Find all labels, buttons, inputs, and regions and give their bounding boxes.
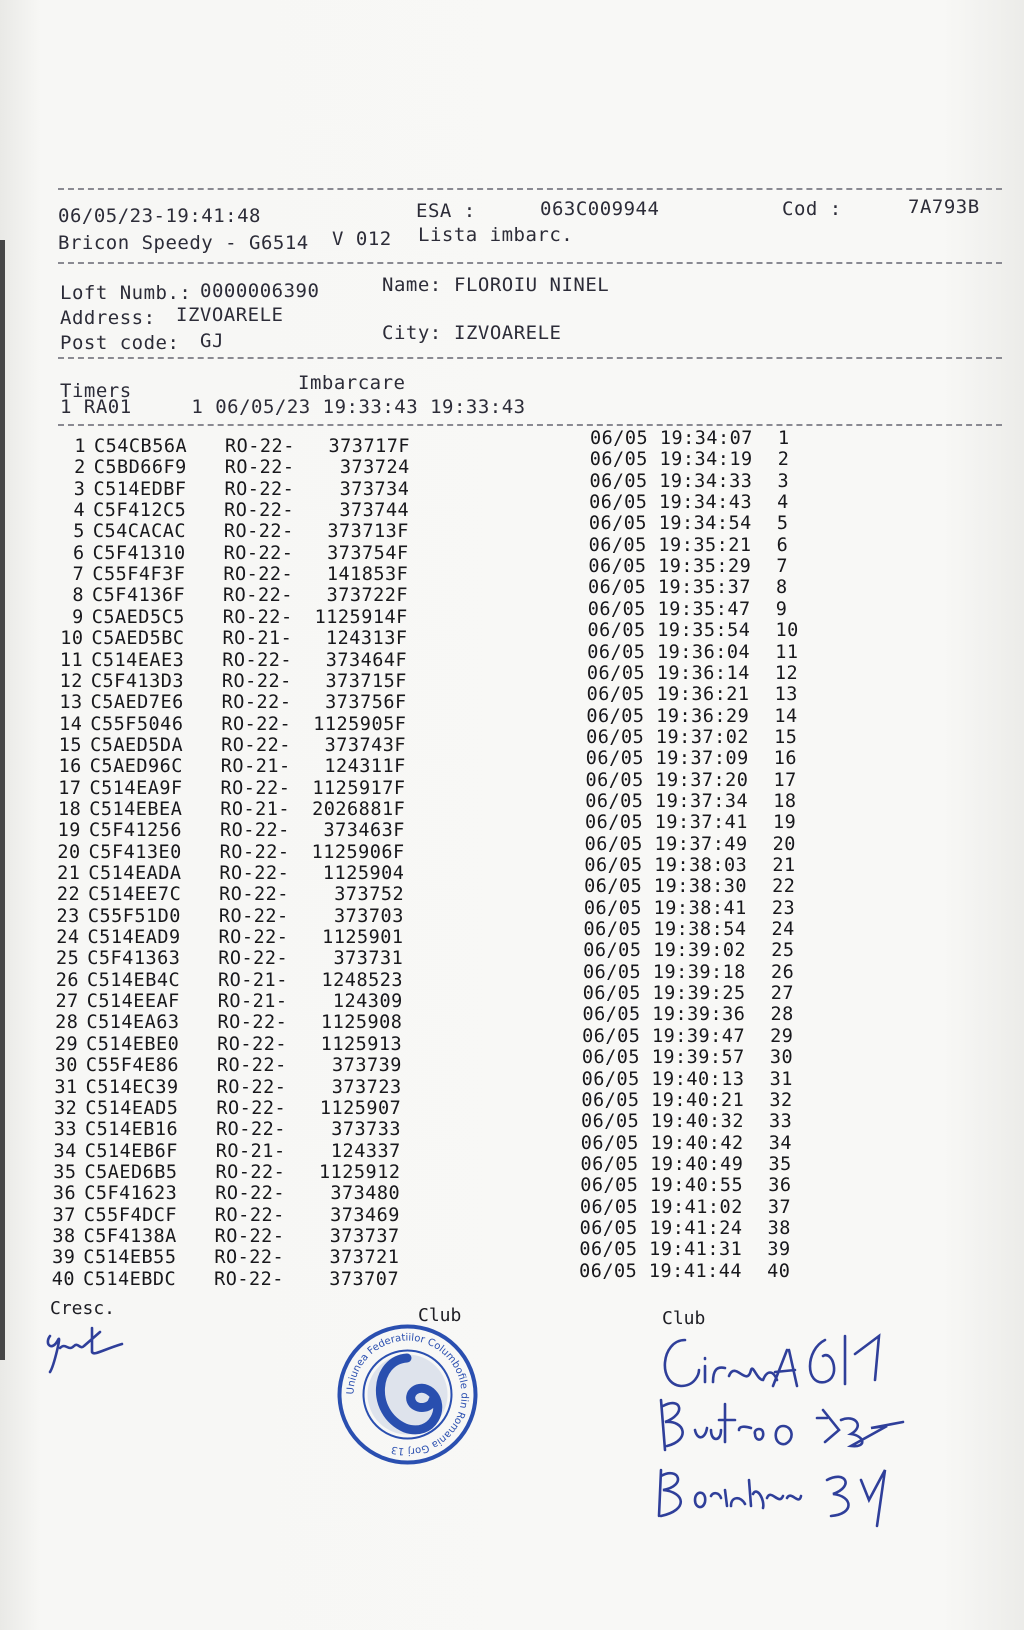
arrival-datetime: 06/05 19:39:18: [583, 961, 746, 983]
entry-position: 25: [771, 940, 795, 962]
arrival-datetime: 06/05 19:37:41: [584, 812, 748, 834]
ring-prefix: RO-21-: [217, 991, 288, 1013]
ring-prefix: RO-22-: [215, 1183, 286, 1205]
entry-index: 10: [60, 628, 84, 650]
ring-code: C5F4138A: [83, 1225, 177, 1247]
ring-code: C5AED6B5: [84, 1161, 178, 1183]
address-value: IZVOARELE: [176, 304, 284, 326]
ring-code: C514EC39: [85, 1076, 179, 1098]
entry-position: 5: [776, 513, 789, 535]
ring-prefix: RO-21-: [220, 798, 291, 820]
arrival-datetime: 06/05 19:34:33: [589, 470, 753, 492]
entry-index: 11: [59, 649, 84, 671]
entry-index: 9: [72, 606, 84, 628]
ring-prefix: RO-22-: [219, 841, 290, 863]
ring-prefix: RO-22-: [221, 713, 292, 735]
ring-prefix: RO-22-: [223, 521, 294, 543]
ring-number: 373731: [333, 948, 404, 970]
entry-position: 4: [777, 492, 789, 514]
entry-position: 13: [774, 684, 798, 706]
ring-number: 373752: [334, 884, 405, 906]
entry-index: 14: [59, 713, 83, 735]
arrival-datetime: 06/05 19:34:19: [589, 449, 753, 471]
entry-position: 7: [776, 556, 788, 578]
ring-number: 1125917F: [312, 777, 406, 799]
ring-code: C514EEAF: [86, 991, 180, 1013]
entry-index: 22: [56, 884, 81, 906]
entry-position: 18: [773, 790, 797, 812]
entry-position: 29: [770, 1025, 794, 1047]
city-value: IZVOARELE: [454, 322, 562, 344]
timers-line: 1 RA01 1 06/05/23 19:33:43 19:33:43: [60, 396, 526, 418]
ring-number: 1248523: [321, 969, 403, 991]
cod-value: 7A793B: [908, 196, 980, 218]
ring-number: 1125913: [320, 1033, 403, 1055]
entry-index: 23: [56, 905, 80, 927]
ring-number: 373733: [331, 1119, 402, 1141]
ring-code: C5AED5C5: [91, 606, 185, 628]
entry-index: 37: [52, 1204, 76, 1226]
ring-code: C55F4F3F: [92, 564, 186, 586]
ring-code: C514EA63: [86, 1012, 180, 1034]
arrival-datetime: 06/05 19:37:20: [585, 769, 749, 791]
header-datetime: 06/05/23-19:41:48: [58, 205, 261, 227]
ring-number: 124337: [330, 1140, 401, 1162]
ring-code: C514EBDC: [83, 1268, 177, 1290]
entry-position: 37: [767, 1196, 792, 1218]
ring-code: C514EB16: [85, 1119, 179, 1141]
timers-label: Timers: [60, 380, 132, 402]
ring-number: 373743F: [324, 734, 407, 756]
arrival-datetime: 06/05 19:39:47: [582, 1025, 746, 1047]
entry-index: 16: [58, 756, 82, 778]
ring-code: C514EA9F: [89, 777, 183, 799]
ring-prefix: RO-22-: [222, 606, 293, 628]
entry-position: 36: [768, 1175, 792, 1197]
ring-code: C5AED96C: [89, 756, 183, 778]
arrival-datetime: 06/05 19:41:24: [579, 1217, 743, 1239]
ring-code: C514EADA: [88, 863, 182, 884]
ring-number: 141853F: [326, 564, 409, 586]
club-stamp: [335, 1322, 480, 1467]
address-label: Address:: [60, 307, 156, 329]
entry-position: 16: [773, 748, 798, 770]
name-label: Name:: [382, 274, 442, 296]
ring-prefix: RO-21-: [220, 756, 291, 778]
entry-position: 24: [771, 919, 795, 941]
entry-position: 27: [770, 983, 794, 1005]
ring-prefix: RO-22-: [217, 1033, 287, 1055]
arrival-datetime: 06/05 19:37:02: [586, 726, 750, 748]
ring-prefix: RO-22-: [222, 649, 293, 671]
ring-code: C514EAE3: [91, 649, 185, 671]
ring-number: 373464F: [325, 649, 408, 671]
arrival-datetime: 06/05 19:36:21: [586, 684, 750, 706]
ring-code: C5F4136F: [92, 585, 186, 607]
ring-number: 373756F: [325, 692, 407, 714]
entry-index: 12: [59, 670, 83, 692]
entry-position: 2: [777, 449, 790, 471]
ring-code: C55F51D0: [87, 905, 181, 927]
entry-position: 21: [772, 855, 796, 876]
entry-position: 35: [768, 1153, 792, 1175]
ring-number: 1125901: [322, 927, 404, 949]
esa-value: 063C009944: [540, 198, 660, 220]
ring-prefix: RO-22-: [220, 777, 291, 799]
arrival-datetime: 06/05 19:36:29: [586, 705, 750, 727]
entry-index: 39: [52, 1247, 76, 1269]
ring-prefix: RO-22-: [224, 478, 295, 500]
ring-number: 1125904: [322, 863, 405, 884]
list-title: Lista imbarc.: [418, 224, 574, 246]
name-value: FLOROIU NINEL: [454, 274, 610, 296]
entry-index: 15: [58, 734, 83, 756]
ring-prefix: RO-22-: [219, 820, 290, 842]
entry-index: 35: [53, 1161, 77, 1183]
breeder-signature: [42, 1322, 132, 1376]
arrival-datetime: 06/05 19:34:43: [589, 492, 753, 514]
entry-index: 19: [57, 820, 81, 842]
arrival-datetime: 06/05 19:40:49: [580, 1153, 744, 1175]
arrival-datetime: 06/05 19:35:37: [588, 577, 751, 599]
entry-index: 29: [54, 1033, 79, 1055]
ring-prefix: RO-22-: [216, 1076, 287, 1098]
ring-number: 1125907: [319, 1097, 402, 1119]
ring-code: C5BD66F9: [93, 457, 187, 479]
ring-code: C514EBE0: [86, 1033, 180, 1055]
entry-index: 34: [53, 1140, 77, 1162]
dashed-separator: [58, 188, 1002, 190]
entry-position: 11: [775, 641, 799, 663]
ring-prefix: RO-22-: [224, 457, 295, 479]
ring-prefix: RO-22-: [216, 1119, 286, 1141]
ring-prefix: RO-22-: [214, 1225, 285, 1247]
entry-position: 17: [773, 769, 797, 791]
ring-number: 1125908: [320, 1012, 403, 1034]
entry-position: 28: [770, 1004, 794, 1026]
entry-index: 33: [53, 1119, 78, 1141]
entry-index: 25: [55, 948, 80, 970]
dashed-separator: [58, 262, 1002, 264]
entry-position: 40: [767, 1260, 791, 1282]
arrival-datetime: 06/05 19:39:25: [582, 983, 746, 1005]
dashed-separator: [58, 424, 1002, 426]
ring-code: C55F5046: [90, 713, 184, 735]
ring-code: C5AED5BC: [91, 628, 185, 650]
ring-prefix: RO-22-: [215, 1161, 286, 1183]
arrival-datetime: 06/05 19:38:41: [583, 897, 747, 919]
ring-number: 1125905F: [313, 713, 407, 735]
entry-position: 1: [778, 428, 790, 449]
entry-index: 2: [74, 457, 86, 479]
entry-index: 28: [55, 1012, 79, 1034]
arrival-datetime: 06/05 19:34:07: [590, 428, 753, 449]
arrival-datetime: 06/05 19:40:21: [581, 1089, 745, 1111]
entry-position: 31: [769, 1068, 793, 1090]
entry-position: 34: [768, 1132, 793, 1154]
entry-position: 12: [774, 662, 799, 684]
ring-prefix: RO-22-: [218, 905, 289, 927]
entry-index: 18: [57, 798, 82, 820]
ring-code: C5F41310: [92, 542, 186, 564]
ring-code: C514EB6F: [84, 1140, 178, 1162]
entry-position: 33: [769, 1111, 793, 1133]
arrival-datetime: 06/05 19:38:03: [584, 855, 748, 876]
entry-index: 1: [74, 436, 86, 457]
entry-position: 14: [774, 705, 798, 727]
entry-position: 20: [772, 833, 796, 855]
entry-index: 13: [59, 692, 83, 714]
ring-number: 373463F: [323, 820, 405, 842]
entry-index: 6: [72, 542, 85, 564]
entry-index: 21: [57, 863, 81, 884]
arrival-datetime: 06/05 19:41:31: [579, 1239, 743, 1261]
entry-index: 8: [72, 585, 85, 607]
entry-index: 3: [73, 478, 86, 500]
arrival-datetime: 06/05 19:36:04: [587, 641, 751, 663]
arrival-datetime: 06/05 19:37:49: [584, 833, 748, 855]
entry-index: 40: [51, 1268, 76, 1290]
imbarcare-label: Imbarcare: [298, 372, 406, 394]
arrival-datetime: 06/05 19:36:14: [586, 662, 750, 684]
entry-position: 6: [776, 534, 789, 556]
arrival-datetime: 06/05 19:41:02: [579, 1196, 743, 1218]
entry-position: 8: [776, 577, 788, 599]
arrival-datetime: 06/05 19:40:13: [581, 1068, 745, 1090]
ring-code: C514EAD5: [85, 1097, 179, 1119]
entry-index: 17: [58, 777, 82, 799]
entry-position: 19: [772, 812, 797, 834]
ring-code: C5F41623: [84, 1183, 178, 1205]
entry-index: 20: [57, 841, 81, 863]
ring-prefix: RO-22-: [219, 863, 290, 884]
ring-code: C55F4E86: [85, 1055, 179, 1077]
ring-prefix: RO-22-: [219, 884, 289, 906]
ring-code: C54CACAC: [92, 521, 186, 543]
arrival-datetime: 06/05 19:39:57: [581, 1047, 745, 1069]
ring-prefix: RO-22-: [225, 436, 295, 457]
ring-code: C5F413E0: [88, 841, 182, 863]
ring-number: 124309: [332, 991, 403, 1013]
ring-number: 373737: [329, 1225, 400, 1247]
entry-index: 32: [54, 1097, 78, 1119]
ring-number: 124313F: [326, 628, 408, 650]
club-label-1: Club: [418, 1305, 462, 1326]
ring-prefix: RO-22-: [216, 1097, 287, 1119]
entry-position: 26: [771, 961, 795, 983]
entry-position: 30: [769, 1047, 794, 1069]
cod-label: Cod :: [782, 198, 842, 220]
club-label-2: Club: [662, 1308, 706, 1329]
entry-index: 4: [73, 500, 86, 522]
entry-index: 26: [55, 969, 79, 991]
ring-prefix: RO-22-: [223, 585, 293, 607]
ring-prefix: RO-22-: [218, 927, 289, 949]
postcode-label: Post code:: [60, 332, 180, 354]
entry-index: 38: [52, 1225, 76, 1247]
ring-number: 373734: [339, 478, 410, 500]
entry-position: 3: [777, 470, 790, 492]
ring-number: 373469: [330, 1204, 400, 1226]
ring-code: C5F41256: [88, 820, 183, 842]
entry-position: 38: [767, 1217, 791, 1239]
arrival-datetime: 06/05 19:35:47: [587, 598, 751, 620]
entry-position: 15: [774, 726, 798, 748]
entry-position: 32: [769, 1089, 793, 1111]
ring-code: C514EB4C: [87, 969, 181, 991]
ring-number: 124311F: [324, 756, 406, 778]
entry-index: 31: [54, 1076, 78, 1098]
ring-prefix: RO-22-: [223, 564, 294, 586]
entry-position: 10: [775, 620, 799, 642]
arrival-datetime: 06/05 19:38:54: [583, 919, 747, 941]
ring-code: C514EAD9: [87, 927, 181, 949]
ring-number: 373480: [330, 1183, 401, 1205]
ring-number: 373703: [334, 905, 404, 927]
ring-code: C514EB55: [83, 1247, 177, 1269]
arrival-datetime: 06/05 19:35:29: [588, 556, 752, 578]
arrival-datetime: 06/05 19:41:44: [579, 1260, 743, 1282]
entry-index: 30: [54, 1055, 78, 1077]
arrival-datetime: 06/05 19:34:54: [588, 513, 752, 535]
ring-code: C55F4DCF: [83, 1204, 178, 1226]
device-version: V 012: [332, 228, 392, 250]
arrival-datetime: 06/05 19:35:21: [588, 534, 752, 556]
arrival-datetime: 06/05 19:38:30: [584, 876, 748, 898]
ring-number: 1125912: [319, 1161, 401, 1183]
arrival-datetime: 06/05 19:35:54: [587, 620, 751, 642]
ring-number: 373713F: [327, 521, 409, 543]
club-signatures: [655, 1330, 935, 1530]
ring-code: C5AED7E6: [90, 692, 184, 714]
ring-code: C514EDBF: [93, 478, 187, 500]
entry-position: 39: [767, 1239, 791, 1261]
ring-number: 1125906F: [311, 841, 405, 863]
ring-prefix: RO-22-: [218, 948, 289, 970]
ring-code: C5F413D3: [90, 670, 185, 692]
ring-number: 2026881F: [312, 798, 406, 820]
ring-number: 1125914F: [314, 606, 408, 628]
entry-index: 5: [73, 521, 85, 543]
ring-number: 373722F: [326, 585, 409, 607]
ring-prefix: RO-22-: [224, 500, 294, 522]
entry-position: 23: [771, 897, 796, 919]
ring-prefix: RO-22-: [223, 542, 294, 564]
ring-prefix: RO-22-: [221, 734, 291, 756]
ring-prefix: RO-22-: [214, 1268, 284, 1290]
postcode-value: GJ: [200, 330, 224, 352]
arrival-datetime: 06/05 19:37:34: [585, 790, 749, 812]
ring-prefix: RO-21-: [222, 628, 293, 650]
device-name: Bricon Speedy - G6514: [58, 232, 309, 254]
ring-number: 373717F: [328, 436, 410, 457]
scan-edge: [0, 240, 5, 1360]
ring-prefix: RO-21-: [218, 969, 288, 991]
ring-code: C5F412C5: [93, 500, 187, 522]
arrival-datetime: 06/05 19:40:55: [580, 1175, 744, 1197]
ring-prefix: RO-21-: [215, 1140, 286, 1162]
ring-number: 373715F: [325, 670, 407, 692]
arrival-datetime: 06/05 19:39:36: [582, 1004, 746, 1026]
arrival-datetime: 06/05 19:40:42: [580, 1132, 744, 1154]
loft-label: Loft Numb.:: [60, 282, 192, 304]
city-label: City:: [382, 322, 442, 344]
arrival-datetime: 06/05 19:40:32: [581, 1111, 744, 1133]
svg-text:Uniunea Federatiilor Columbofi: Uniunea Federatiilor Columbofile din Romania Gorj 13: [345, 1332, 470, 1457]
arrival-datetime: 06/05 19:37:09: [585, 748, 749, 770]
ring-code: C54CB56A: [94, 436, 188, 457]
entry-index: 7: [72, 564, 85, 586]
entry-index: 27: [55, 991, 79, 1013]
ring-number: 373707: [329, 1268, 400, 1290]
ring-code: C514EBEA: [89, 798, 183, 820]
ring-code: C514EE7C: [88, 884, 182, 906]
ring-number: 373724: [339, 457, 410, 479]
esa-label: ESA :: [416, 200, 476, 222]
ring-prefix: RO-22-: [221, 692, 292, 714]
ring-prefix: RO-22-: [217, 1012, 288, 1034]
cresc-label: Cresc.: [50, 1298, 116, 1319]
ring-number: 373723: [331, 1076, 402, 1098]
ring-prefix: RO-22-: [216, 1055, 287, 1077]
ring-prefix: RO-22-: [214, 1247, 285, 1269]
ring-code: C5AED5DA: [90, 734, 184, 756]
ring-number: 373754F: [327, 542, 409, 564]
ring-number: 373721: [329, 1247, 400, 1269]
dashed-separator: [58, 357, 1002, 359]
entry-position: 22: [772, 876, 796, 898]
ring-code: C5F41363: [87, 948, 181, 970]
ring-prefix: RO-22-: [221, 670, 292, 692]
entry-index: 36: [52, 1183, 77, 1205]
entry-index: 24: [56, 927, 80, 949]
ring-number: 373739: [332, 1055, 402, 1077]
ring-number: 373744: [339, 500, 410, 522]
entry-position: 9: [775, 598, 788, 620]
ring-prefix: RO-22-: [214, 1204, 285, 1226]
arrival-datetime: 06/05 19:39:02: [583, 940, 747, 962]
loft-number: 0000006390: [200, 280, 320, 302]
